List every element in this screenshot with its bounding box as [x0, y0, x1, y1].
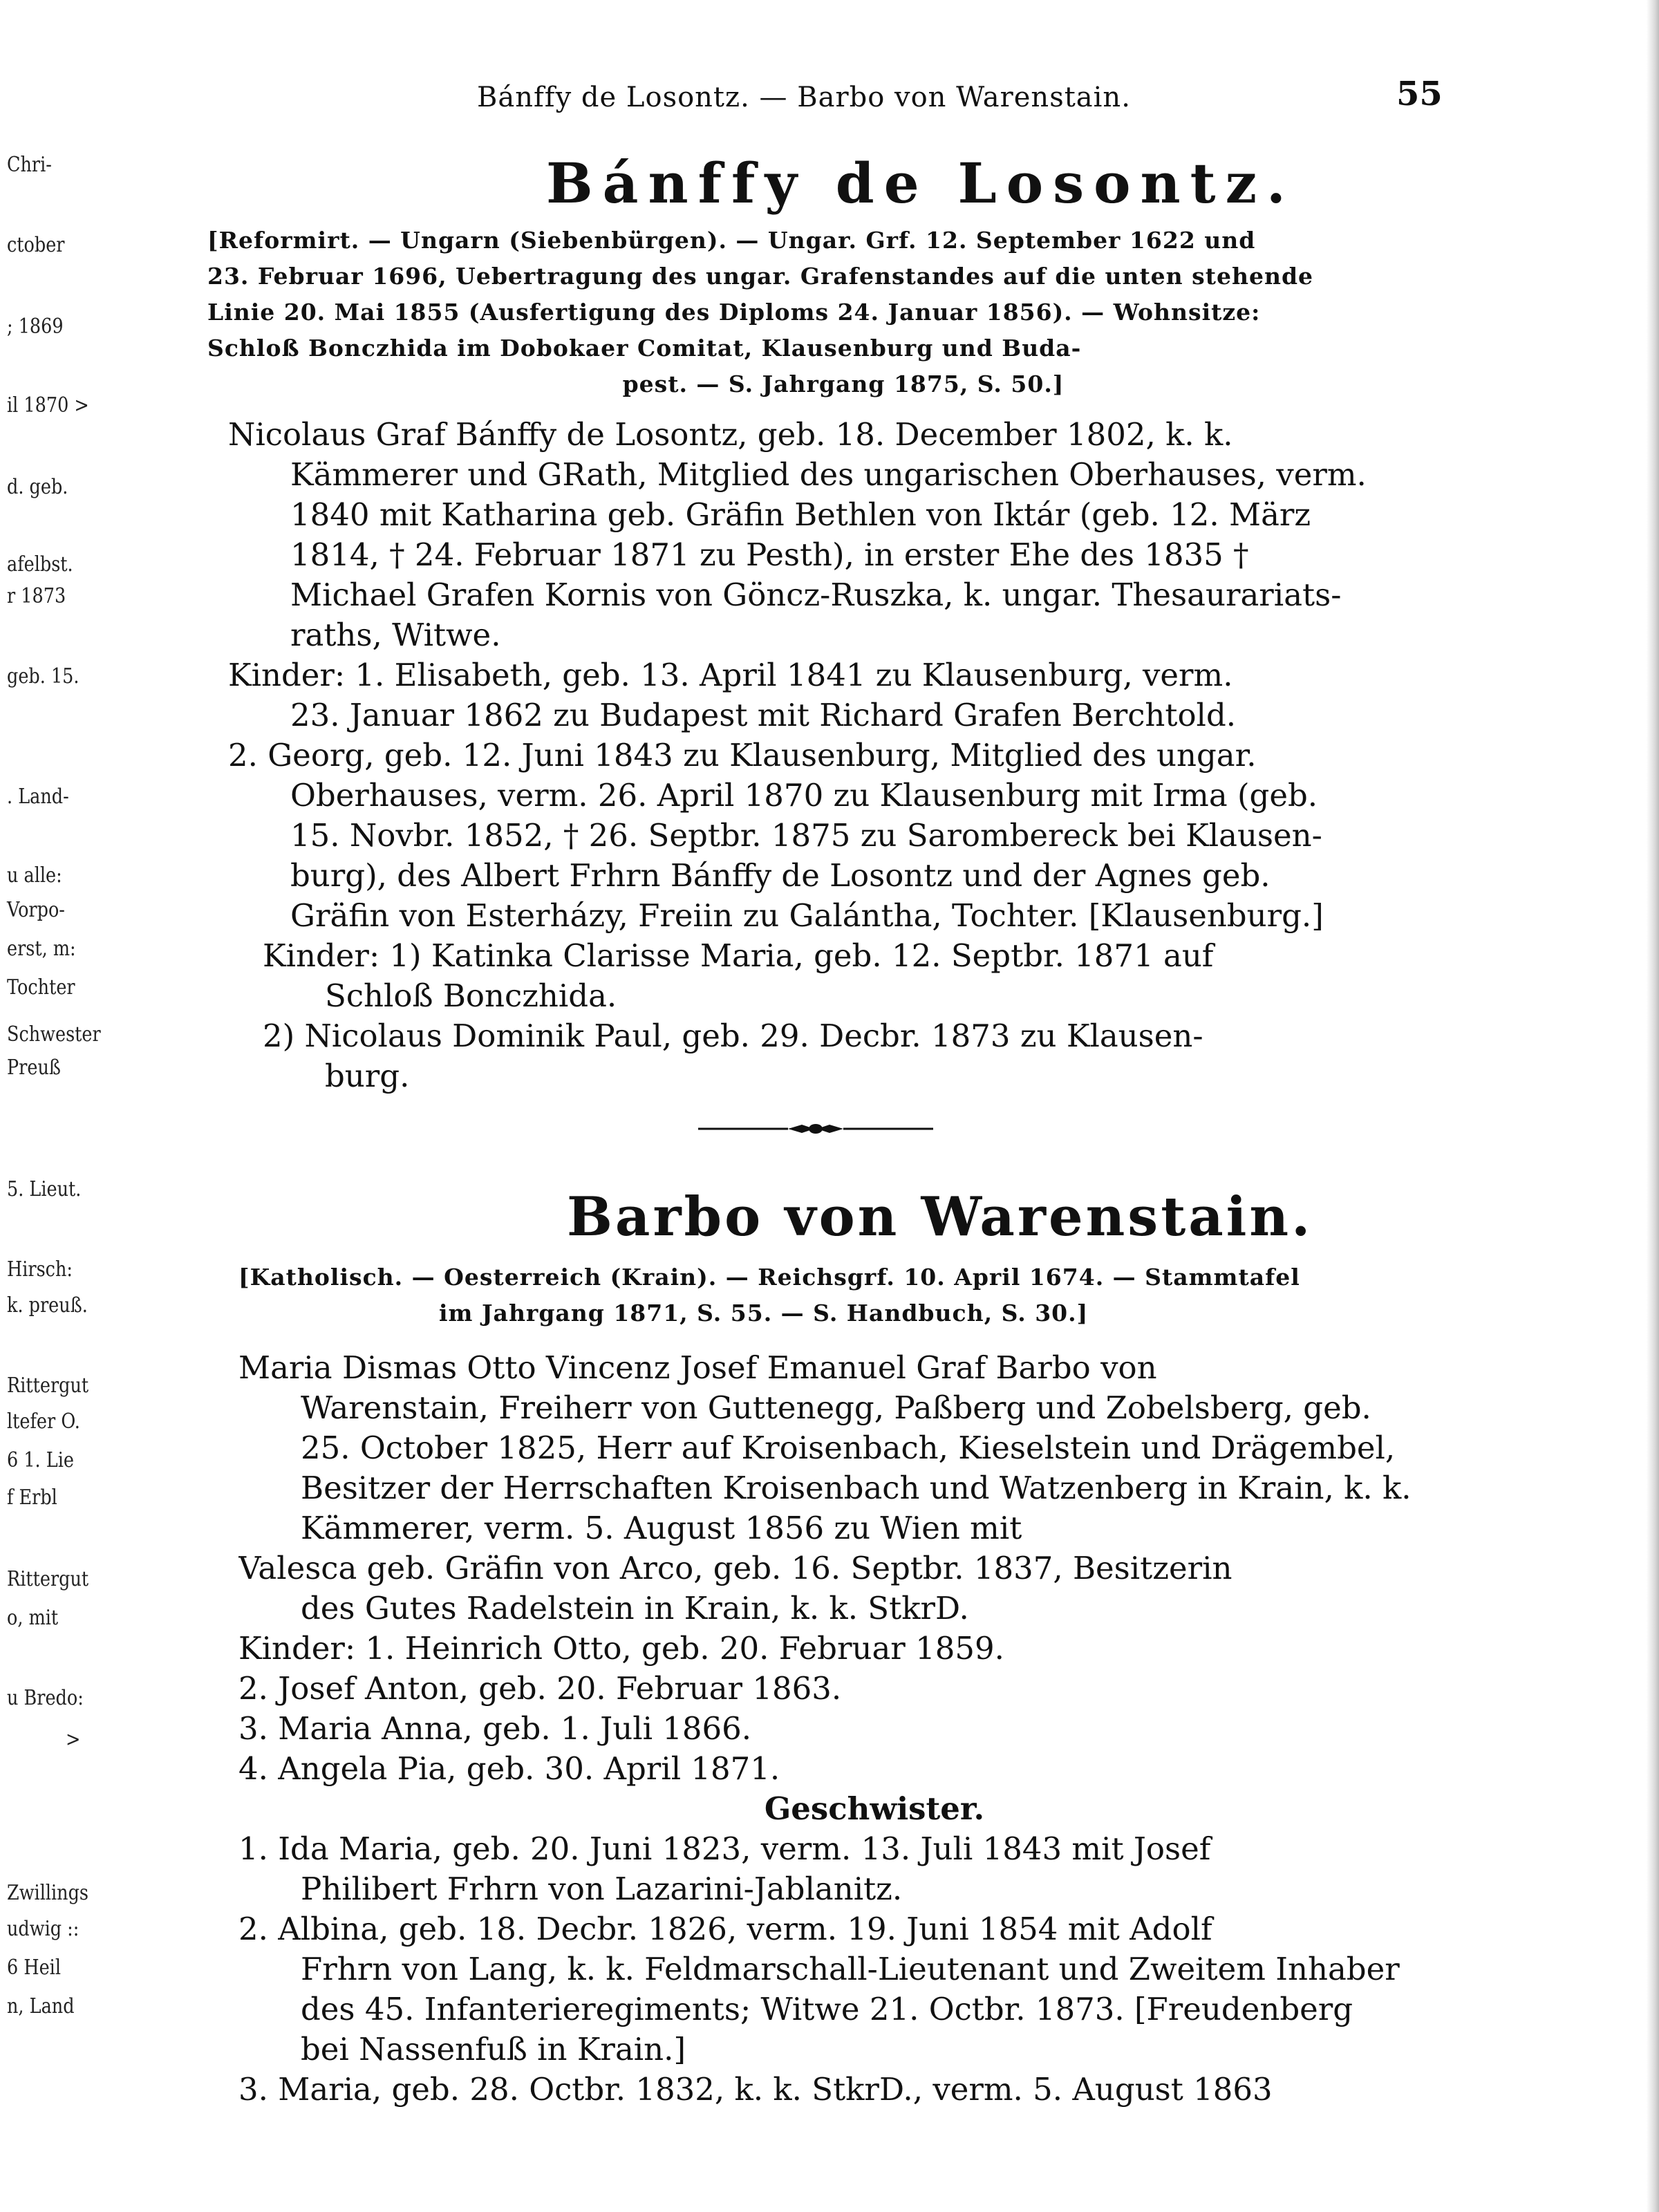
- page-edge-shadow: [1647, 0, 1659, 2212]
- head-of-house-barbo: [238, 1348, 1510, 1629]
- entry-line: Frhrn von Lang, k. k. Feldmarschall-Lieutenant und Zweitem Inhaber: [301, 1951, 1400, 1987]
- entry-line: 25. October 1825, Herr auf Kroisenbach, Kieselstein und Drägembel,: [301, 1430, 1396, 1466]
- grandchildren-list-banffy: [263, 936, 1535, 1096]
- entry-line: des 45. Infanterieregiments; Witwe 21. Octbr. 1873. [Freudenberg: [301, 1991, 1353, 2027]
- margin-fragment: n, Land: [7, 1994, 75, 2018]
- margin-fragment: . Land-: [7, 785, 69, 809]
- entry-line: Nicolaus Graf Bánffy de Losontz, geb. 18. December 1802, k. k.: [228, 416, 1233, 453]
- margin-fragment: Schwester: [7, 1022, 101, 1047]
- entry-line: 3. Maria, geb. 28. Octbr. 1832, k. k. StkrD., verm. 5. August 1863: [238, 2071, 1273, 2108]
- margin-fragment: ltefer O.: [7, 1409, 80, 1434]
- header-line: Linie 20. Mai 1855 (Ausfertigung des Diploms 24. Januar 1856). — Wohnsitze:: [207, 299, 1261, 326]
- entry-line: Besitzer der Herrschaften Kroisenbach und Watzenberg in Krain, k. k.: [301, 1470, 1412, 1506]
- page-number: 55: [1396, 75, 1443, 113]
- margin-fragment: k. preuß.: [7, 1293, 88, 1318]
- entry-line: Warenstain, Freiherr von Guttenegg, Paßberg und Zobelsberg, geb.: [301, 1389, 1371, 1426]
- entry-line: burg.: [325, 1058, 410, 1094]
- margin-fragment: d. geb.: [7, 475, 68, 499]
- margin-fragment: Chri-: [7, 153, 52, 177]
- entry-line: 1. Ida Maria, geb. 20. Juni 1823, verm. 13. Juli 1843 mit Josef: [238, 1830, 1211, 1867]
- entry-line: 15. Novbr. 1852, † 26. Septbr. 1875 zu Sarombereck bei Klausen-: [290, 817, 1322, 854]
- children-list-banffy: [228, 655, 1500, 936]
- margin-fragment: il 1870 >: [7, 393, 89, 418]
- header-line: 23. Februar 1696, Uebertragung des ungar. Grafenstandes auf die unten stehende: [207, 263, 1314, 290]
- header-line: [Katholisch. — Oesterreich (Krain). — Reichsgrf. 10. April 1674. — Stammtafel: [238, 1264, 1300, 1291]
- entry-line: Gräfin von Esterházy, Freiin zu Galántha, Tochter. [Klausenburg.]: [290, 897, 1324, 934]
- margin-fragment: afelbst.: [7, 552, 73, 577]
- margin-fragment: geb. 15.: [7, 664, 79, 688]
- header-line: Schloß Bonczhida im Dobokaer Comitat, Klausenburg und Buda-: [207, 335, 1082, 362]
- section-title-barbo: Barbo von Warenstain.: [567, 1185, 1313, 1248]
- entry-line: 1814, † 24. Februar 1871 zu Pesth), in erster Ehe des 1835 †: [290, 536, 1249, 573]
- margin-fragment: Zwillings: [7, 1881, 89, 1905]
- entry-line: 2. Josef Anton, geb. 20. Februar 1863.: [238, 1670, 842, 1707]
- siblings-list-barbo: [238, 1829, 1510, 2110]
- head-of-house-banffy: [228, 415, 1500, 655]
- siblings-heading: Geschwister.: [764, 1790, 985, 1827]
- margin-fragment: u alle:: [7, 863, 62, 888]
- entry-line: 2. Albina, geb. 18. Decbr. 1826, verm. 19. Juni 1854 mit Adolf: [238, 1911, 1212, 1947]
- margin-fragment: Tochter: [7, 975, 75, 1000]
- margin-fragment: Rittergut: [7, 1374, 89, 1398]
- facing-page-margin: [0, 0, 101, 2212]
- margin-fragment: Rittergut: [7, 1567, 89, 1591]
- entry-line: 2. Georg, geb. 12. Juni 1843 zu Klausenburg, Mitglied des ungar.: [228, 737, 1257, 774]
- header-line: pest. — S. Jahrgang 1875, S. 50.]: [622, 371, 1065, 397]
- entry-line: Schloß Bonczhida.: [325, 977, 617, 1014]
- entry-line: Philibert Frhrn von Lazarini-Jablanitz.: [301, 1871, 903, 1907]
- margin-fragment: erst, m:: [7, 937, 76, 961]
- section-title-banffy: Bánffy de Losontz.: [546, 151, 1295, 216]
- margin-fragment: r 1873: [7, 584, 66, 608]
- margin-fragment: Hirsch:: [7, 1257, 73, 1282]
- entry-line: des Gutes Radelstein in Krain, k. k. StkrD.: [301, 1590, 969, 1627]
- margin-fragment: ctober: [7, 233, 65, 257]
- children-list-barbo: [238, 1629, 1510, 1829]
- entry-line: burg), des Albert Frhrn Bánffy de Losontz und der Agnes geb.: [290, 857, 1271, 894]
- entry-line: Kinder: 1. Elisabeth, geb. 13. April 1841 zu Klausenburg, verm.: [228, 657, 1233, 693]
- margin-fragment: 6 Heil: [7, 1956, 61, 1980]
- margin-fragment: o, mit: [7, 1606, 59, 1630]
- section-divider-ornament: [698, 1120, 933, 1138]
- margin-fragment: f Erbl: [7, 1485, 57, 1510]
- entry-line: Kinder: 1. Heinrich Otto, geb. 20. Februar 1859.: [238, 1630, 1004, 1667]
- entry-line: raths, Witwe.: [290, 617, 501, 653]
- margin-fragment: >: [66, 1727, 81, 1752]
- margin-fragment: Preuß: [7, 1056, 61, 1080]
- entry-line: Maria Dismas Otto Vincenz Josef Emanuel Graf Barbo von: [238, 1349, 1157, 1386]
- entry-line: Michael Grafen Kornis von Göncz-Ruszka, k. ungar. Thesaurariats-: [290, 577, 1342, 613]
- entry-line: Valesca geb. Gräfin von Arco, geb. 16. Septbr. 1837, Besitzerin: [238, 1550, 1232, 1586]
- entry-line: 2) Nicolaus Dominik Paul, geb. 29. Decbr. 1873 zu Klausen-: [263, 1018, 1203, 1054]
- header-line: [Reformirt. — Ungarn (Siebenbürgen). — Ungar. Grf. 12. September 1622 und: [207, 227, 1256, 254]
- entry-line: 3. Maria Anna, geb. 1. Juli 1866.: [238, 1710, 752, 1747]
- margin-fragment: u Bredo:: [7, 1686, 84, 1710]
- entry-line: 23. Januar 1862 zu Budapest mit Richard Grafen Berchtold.: [290, 697, 1237, 733]
- section-header-banffy: [207, 223, 1479, 402]
- entry-line: Kämmerer und GRath, Mitglied des ungarischen Oberhauses, verm.: [290, 456, 1367, 493]
- margin-fragment: udwig ::: [7, 1917, 79, 1941]
- entry-line: bei Nassenfuß in Krain.]: [301, 2031, 686, 2068]
- entry-line: Kinder: 1) Katinka Clarisse Maria, geb. 12. Septbr. 1871 auf: [263, 937, 1214, 974]
- section-header-barbo: [238, 1259, 1510, 1331]
- margin-fragment: 5. Lieut.: [7, 1177, 82, 1201]
- header-line: im Jahrgang 1871, S. 55. — S. Handbuch, S. 30.]: [439, 1300, 1089, 1327]
- entry-line: 1840 mit Katharina geb. Gräfin Bethlen von Iktár (geb. 12. März: [290, 496, 1311, 533]
- entry-line: Oberhauses, verm. 26. April 1870 zu Klausenburg mit Irma (geb.: [290, 777, 1318, 814]
- margin-fragment: ; 1869: [7, 315, 64, 339]
- margin-fragment: 6 1. Lie: [7, 1448, 74, 1472]
- entry-line: Kämmerer, verm. 5. August 1856 zu Wien mit: [301, 1510, 1022, 1546]
- margin-fragment: Vorpo-: [7, 898, 65, 922]
- running-head: Bánffy de Losontz. — Barbo von Warenstain.: [477, 82, 1131, 113]
- entry-line: 4. Angela Pia, geb. 30. April 1871.: [238, 1750, 780, 1787]
